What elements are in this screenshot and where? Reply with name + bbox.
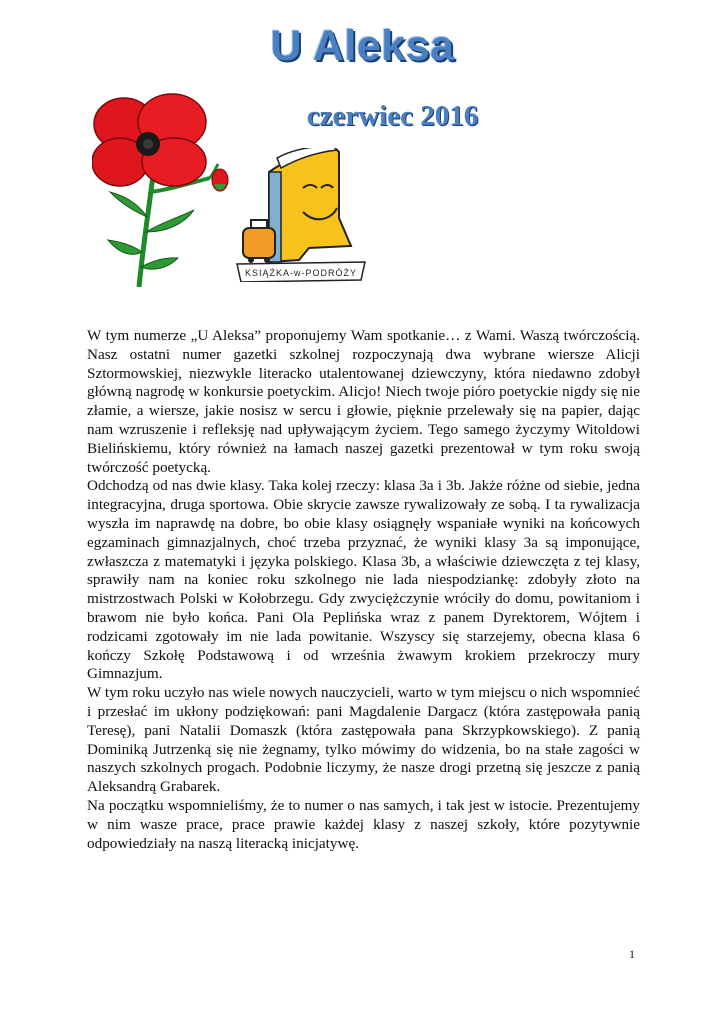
page-number: 1 <box>629 947 635 961</box>
issue-date: czerwiec 2016 <box>306 100 479 132</box>
paragraph: W tym roku uczyło nas wiele nowych nauczycieli, warto w tym miejscu o nich wspomnieć i przesłać im ukłony podziękowań: pani Magdalenie Dargacz (która zastępowała panią Teresę), pani Natalii Domaszk (która zastępowała pana Skrzypkowskiego). Z panią Dominiką Jutrzenką się nie żegnamy, tylko mówimy do widzenia, bo na stałe zagości w naszych szkolnych progach. Podobnie liczymy, że nasze drogi przetną się jeszcze z panią Aleksandrą Grabarek. <box>87 684 640 796</box>
book-traveling-logo <box>233 148 373 282</box>
paragraph: Na początku wspomnieliśmy, że to numer o nas samych, i tak jest w istocie. Prezentujemy w nim wasze prace, prace prawie każdej klasy z naszej szkoły, które pozytywnie odpowiedziały na naszą literacką inicjatywę. <box>87 796 640 852</box>
newsletter-title: U Aleksa <box>270 22 455 70</box>
paragraph: W tym numerze „U Aleksa” proponujemy Wam spotkanie… z Wami. Waszą twórczością. Nasz ostatni numer gazetki szkolnej rozpoczynają dwa wybrane wiersze Alicji Sztormowskiej, niezwykle literacko utalentowanej dziewczyny, która niedawno zdobył główną nagrodę w konkursie poetyckim. Alicjo! Niech twoje pióro poetyckie nigdy się nie złamie, a wiersze, jakie nosisz w sercu i głowie, pięknie przelewały się na papier, dając nam wzruszenie i refleksję nad upływającym życiem. Tego samego życzymy Witoldowi Bielińskiemu, który również na łamach naszej gazetki prezentował w tym roku swoją twórczość poetycką. <box>87 327 640 476</box>
paragraph: Odchodzą od nas dwie klasy. Taka kolej rzeczy: klasa 3a i 3b. Jakże różne od siebie, jedna integracyjna, druga sportowa. Obie skrycie zawsze rywalizowały ze sobą. I ta rywalizacja wyszła im naprawdę na dobre, bo obie klasy osiągnęły wspaniałe wyniki na końcowych egzaminach gimnazjalnych, choć trzeba przyznać, że wyniki klasy 3a są imponujące, zwłaszcza z matematyki i języka polskiego. Klasa 3b, a właściwie dziewczęta z tej klasy, sprawiły nam na koniec roku szkolnego nie lada niespodziankę: zdobyły złoto na mistrzostwach Polski w Kołobrzegu. Gdy zwyciężczynie wróciły do domu, powitaniom i brawom nie było końca. Pani Ola Peplińska wraz z panem Dyrektorem, Wójtem i rodzicami zgotowały im nie lada powitanie. Wszyscy się starzejemy, obecna klasa 6 kończy Szkołę Podstawową i od września żwawym krokiem przekroczy mury Gimnazjum. <box>87 477 640 683</box>
book-banner-text: KSIĄŻKA-w-PODRÓŻY <box>244 268 358 278</box>
poppy-flower-illustration <box>92 92 242 292</box>
editorial-text <box>87 327 640 853</box>
